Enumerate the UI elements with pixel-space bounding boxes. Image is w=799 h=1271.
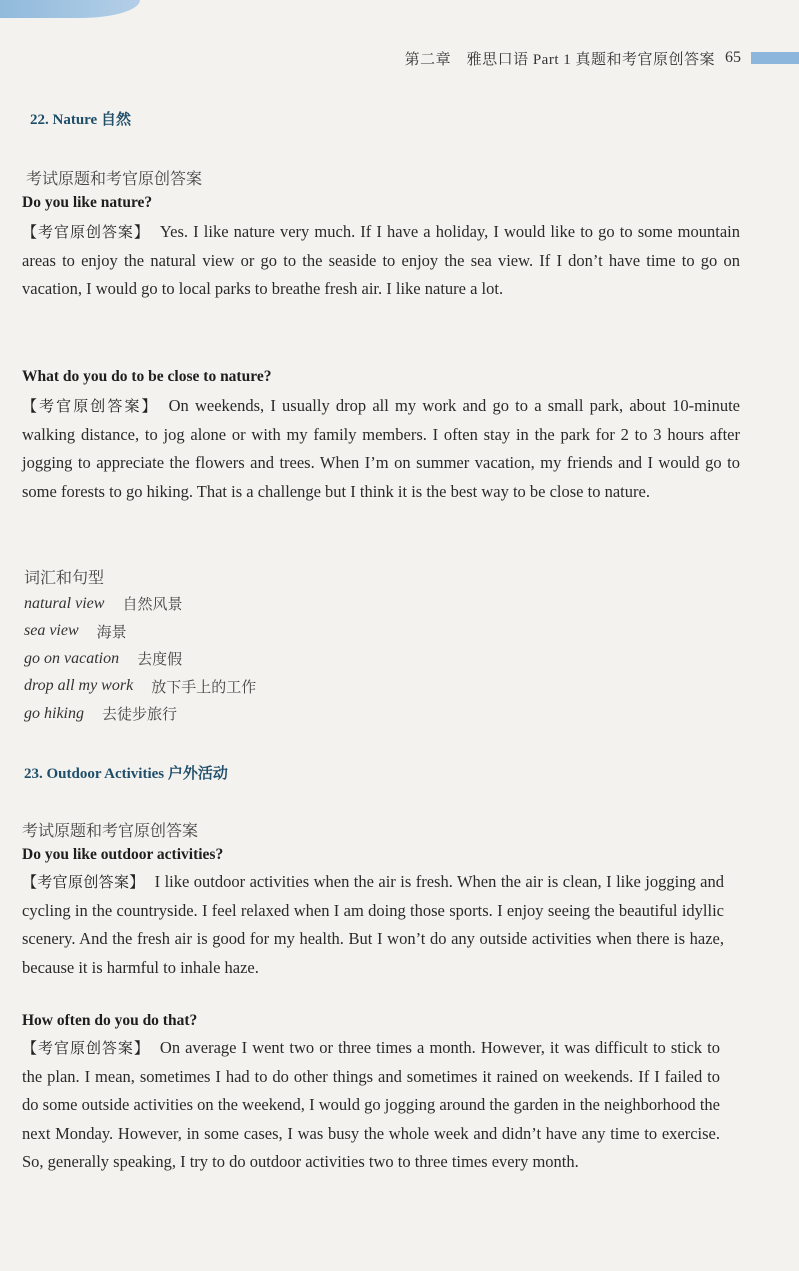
answer-paragraph — [22, 392, 740, 506]
page-number: 65 — [725, 49, 741, 66]
answer-tag: 【考官原创答案】 — [22, 1039, 150, 1057]
vocab-item — [24, 673, 256, 701]
corner-decoration — [0, 0, 140, 18]
answer-text: I like outdoor activities when the air is fresh. When the air is clean, I like jogging and cycling in the countryside. I feel relaxed when I am doing those sports. I enjoy seeing the beautiful idyllic scenery. And the fresh air is good for my health. But I won’t do any outside activities when there is haze, because it is harmful to inhale haze. — [22, 872, 724, 977]
answer-text: On weekends, I usually drop all my work and go to a small park, about 10-minute walking distance, to jog alone or with my family members. I often stay in the park for 2 to 3 hours after jogging to appreciate the flowers and trees. When I’m on summer vacation, my friends and I would go to some forests to go hiking. That is a challenge but I think it is the best way to be close to nature. — [22, 396, 740, 501]
vocab-term: go on vacation — [24, 649, 120, 667]
sub-heading: 考试原题和考官原创答案 — [22, 823, 199, 840]
question: Do you like outdoor activities? — [22, 846, 224, 863]
section-heading-outdoor-activities: 23. Outdoor Activities 户外活动 — [24, 766, 228, 782]
vocab-title: 词汇和句型 — [24, 570, 105, 587]
vocab-item — [24, 645, 256, 673]
answer-paragraph — [22, 218, 740, 304]
answer-text: Yes. I like nature very much. If I have a holiday, I would like to go to some mountain areas to enjoy the natural view or go to the seaside to enjoy the sea view. If I don’t have time to go on vacation, I would go to local parks to breathe fresh air. I like nature a lot. — [22, 222, 740, 298]
vocab-translation: 海景 — [96, 622, 127, 641]
answer-tag: 【考官原创答案】 — [22, 397, 159, 415]
vocab-translation: 自然风景 — [122, 595, 183, 614]
vocab-term: sea view — [24, 622, 79, 640]
vocab-term: natural view — [24, 594, 105, 612]
question: Do you like nature? — [22, 194, 153, 211]
vocab-list — [24, 590, 256, 728]
answer-paragraph — [22, 868, 724, 982]
vocab-term: go hiking — [24, 704, 84, 722]
vocab-item — [24, 618, 256, 646]
answer-tag: 【考官原创答案】 — [22, 223, 150, 241]
answer-text: On average I went two or three times a month. However, it was difficult to stick to the plan. I mean, sometimes I had to do other things and sometimes it rained on weekends. If I failed to do some outside activities on the weekend, I would go jogging around the garden in the neighborhood the next Monday. However, in some cases, I was busy the whole week and didn’t have any time to exercise. So, generally speaking, I try to do outdoor activities two to three times every month. — [22, 1038, 720, 1171]
answer-paragraph — [22, 1034, 720, 1177]
vocab-item — [24, 590, 256, 618]
vocab-term: drop all my work — [24, 677, 134, 695]
vocab-translation: 放下手上的工作 — [151, 677, 257, 696]
header-color-bar — [751, 52, 799, 64]
chapter-title: 第二章 雅思口语 Part 1 真题和考官原创答案 — [404, 51, 715, 68]
vocab-translation: 去度假 — [137, 650, 183, 669]
sub-heading: 考试原题和考官原创答案 — [26, 171, 203, 188]
answer-tag: 【考官原创答案】 — [22, 873, 145, 891]
vocab-translation: 去徒步旅行 — [102, 705, 178, 724]
question: What do you do to be close to nature? — [22, 368, 272, 385]
question: How often do you do that? — [22, 1012, 198, 1029]
section-heading-nature: 22. Nature 自然 — [30, 112, 131, 128]
vocab-item — [24, 700, 256, 728]
page-header — [405, 46, 799, 70]
